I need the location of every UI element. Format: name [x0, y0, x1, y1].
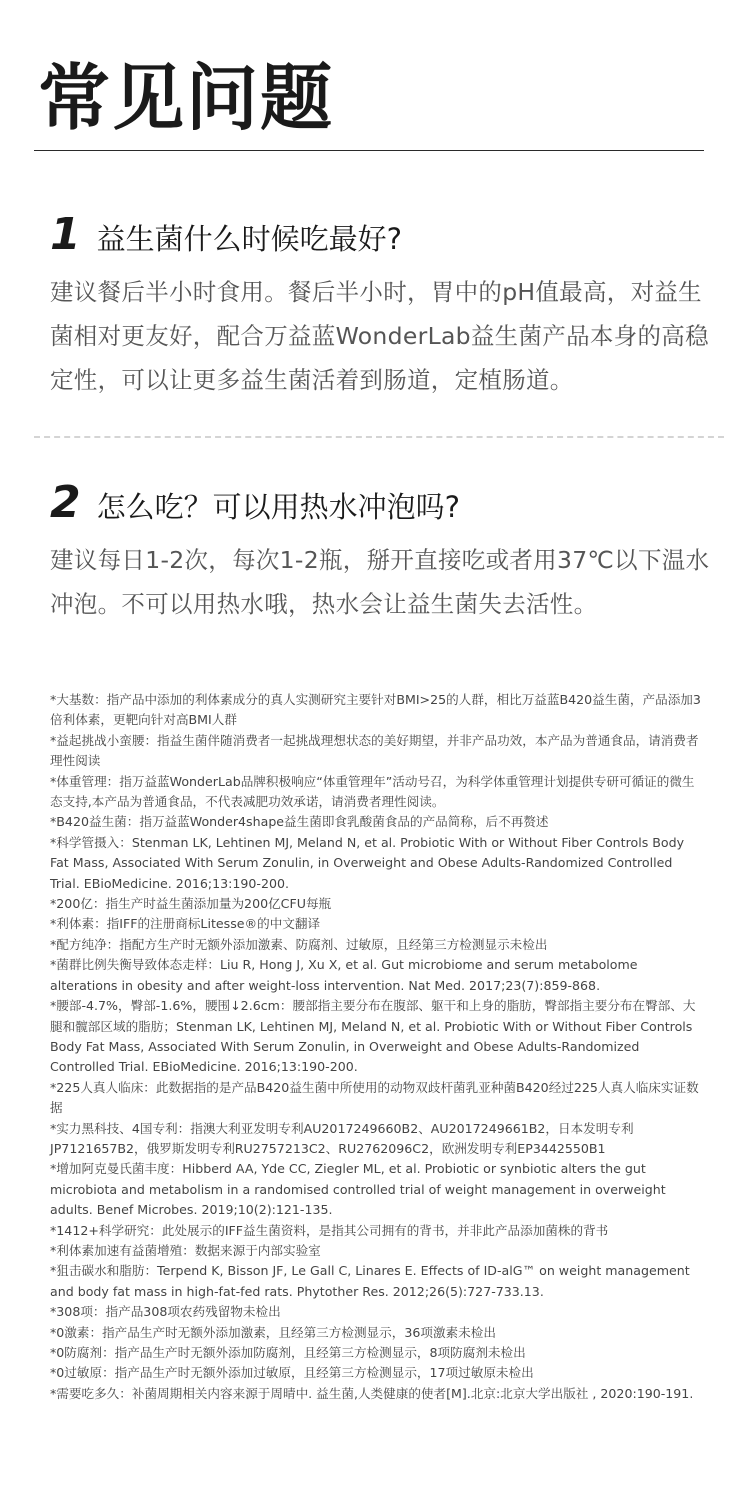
- faq-answer-1: 建议餐后半小时食用。餐后半小时，胃中的pH值最高，对益生菌相对更友好，配合万益蓝WonderLab益生菌产品本身的高稳定性，可以让更多益生菌活着到肠道，定植肠道。: [50, 278, 709, 394]
- footnote: *B420益生菌：指万益蓝Wonder4shape益生菌即食乳酸菌食品的产品简称，后不再赘述: [50, 814, 549, 830]
- footnote: *利体素：指IFF的注册商标Litesse®的中文翻译: [50, 916, 321, 932]
- page-title: 常见问题: [38, 56, 335, 140]
- footnote: *腰部-4.7%，臀部-1.6%，腰围↓2.6cm：腰部指主要分布在腹部、躯干和上身的脂肪，臀部指主要分布在臀部、大腿和髋部区域的脂肪；Stenman LK, Lehtinen MJ, Meland N, et al. Probiotic With or Without Fiber Controls Body Fat Mass, Associated With Serum Zonulin, in Overweight and Obese Adults-Randomized Controlled Trial. EBioMedicine. 2016;13:190-200.: [50, 998, 696, 1075]
- footnote: *0激素：指产品生产时无额外添加激素，且经第三方检测显示，36项激素未检出: [50, 1324, 496, 1340]
- footnote: *200亿：指生产时益生菌添加量为200亿CFU每瓶: [50, 896, 332, 912]
- section-divider: [34, 436, 724, 438]
- faq-answer-2: 建议每日1-2次，每次1-2瓶，掰开直接吃或者用37℃以下温水冲泡。不可以用热水哦，热水会让益生菌失去活性。: [50, 546, 710, 618]
- footnote: *0过敏原：指产品生产时无额外添加过敏原，且经第三方检测显示，17项过敏原未检出: [50, 1365, 534, 1381]
- faq-number-1: 1: [50, 209, 81, 260]
- footnote: *1412+科学研究：此处展示的IFF益生菌资料，是指其公司拥有的背书，并非此产品添加菌株的背书: [50, 1222, 609, 1238]
- footnote: *0防腐剂：指产品生产时无额外添加防腐剂，且经第三方检测显示，8项防腐剂未检出: [50, 1345, 526, 1360]
- footnote: *利体素加速有益菌增殖：数据来源于内部实验室: [50, 1242, 321, 1258]
- footnote: *308项：指产品308项农药残留物未检出: [50, 1304, 281, 1320]
- footnote: *大基数：指产品中添加的利体素成分的真人实测研究主要针对BMI>25的人群，相比万益蓝B420益生菌，产品添加3倍利体素，更靶向针对高BMI人群: [50, 692, 701, 728]
- footnote: *益起挑战小蛮腰：指益生菌伴随消费者一起挑战理想状态的美好期望，并非产品功效，本产品为普通食品，请消费者理性阅读: [50, 732, 699, 769]
- footnote: *增加阿克曼氏菌丰度：Hibberd AA, Yde CC, Ziegler ML, et al. Probiotic or synbiotic alters the gut microbiota and metabolism in a randomised controlled trial of weight management in overweight adults. Benef Microbes. 2019;10(2):121-135.: [50, 1161, 666, 1218]
- footnote: *实力黑科技、4国专利：指澳大利亚发明专利AU2017249660B2、AU2017249661B2，日本发明专利JP7121657B2，俄罗斯发明专利RU2757213C2、RU2762096C2，欧洲发明专利EP3442550B1: [50, 1120, 634, 1156]
- footnote: *狙击碳水和脂肪：Terpend K, Bisson JF, Le Gall C, Linares E. Effects of ID-alG™ on weight management and body fat mass in high-fat-fed rats. Phytother Res. 2012;26(5):727-733.13.: [50, 1263, 690, 1299]
- footnote: *菌群比例失衡导致体态走样：Liu R, Hong J, Xu X, et al. Gut microbiome and serum metabolome alterations in obesity and after weight-loss intervention. Nat Med. 2017;23(7):859-868.: [50, 957, 638, 993]
- title-divider: [34, 150, 704, 151]
- faq-question-2: [50, 478, 460, 532]
- footnote: *225人真人临床：此数据指的是产品B420益生菌中所使用的动物双歧杆菌乳亚种菌B420经过225人真人临床实证数据: [50, 1079, 699, 1116]
- footnotes: [50, 690, 706, 1404]
- faq-number-2: 2: [50, 477, 81, 528]
- footnote: *体重管理：指万益蓝WonderLab品牌积极响应“体重管理年”活动号召，为科学体重管理计划提供专研可循证的微生态支持,本产品为普通食品，不代表减肥功效承诺，请消费者理性阅读。: [50, 773, 695, 810]
- faq-question-text-1: 益生菌什么时候吃最好?: [96, 222, 403, 256]
- footnote: *科学管摄入：Stenman LK, Lehtinen MJ, Meland N, et al. Probiotic With or Without Fiber Controls Body Fat Mass, Associated With Serum Zonulin, in Overweight and Obese Adults-Randomized Controlled Trial. EBioMedicine. 2016;13:190-200.: [50, 834, 685, 891]
- faq-question-text-2: 怎么吃？可以用热水冲泡吗?: [96, 490, 461, 524]
- faq-question-1: [50, 210, 402, 264]
- footnote: *配方纯净：指配方生产时无额外添加激素、防腐剂、过敏原，且经第三方检测显示未检出: [50, 936, 548, 952]
- footnote: *需要吃多久：补菌周期相关内容来源于周晴中. 益生菌,人类健康的使者[M].北京:北京大学出版社 , 2020:190-191.: [50, 1385, 694, 1401]
